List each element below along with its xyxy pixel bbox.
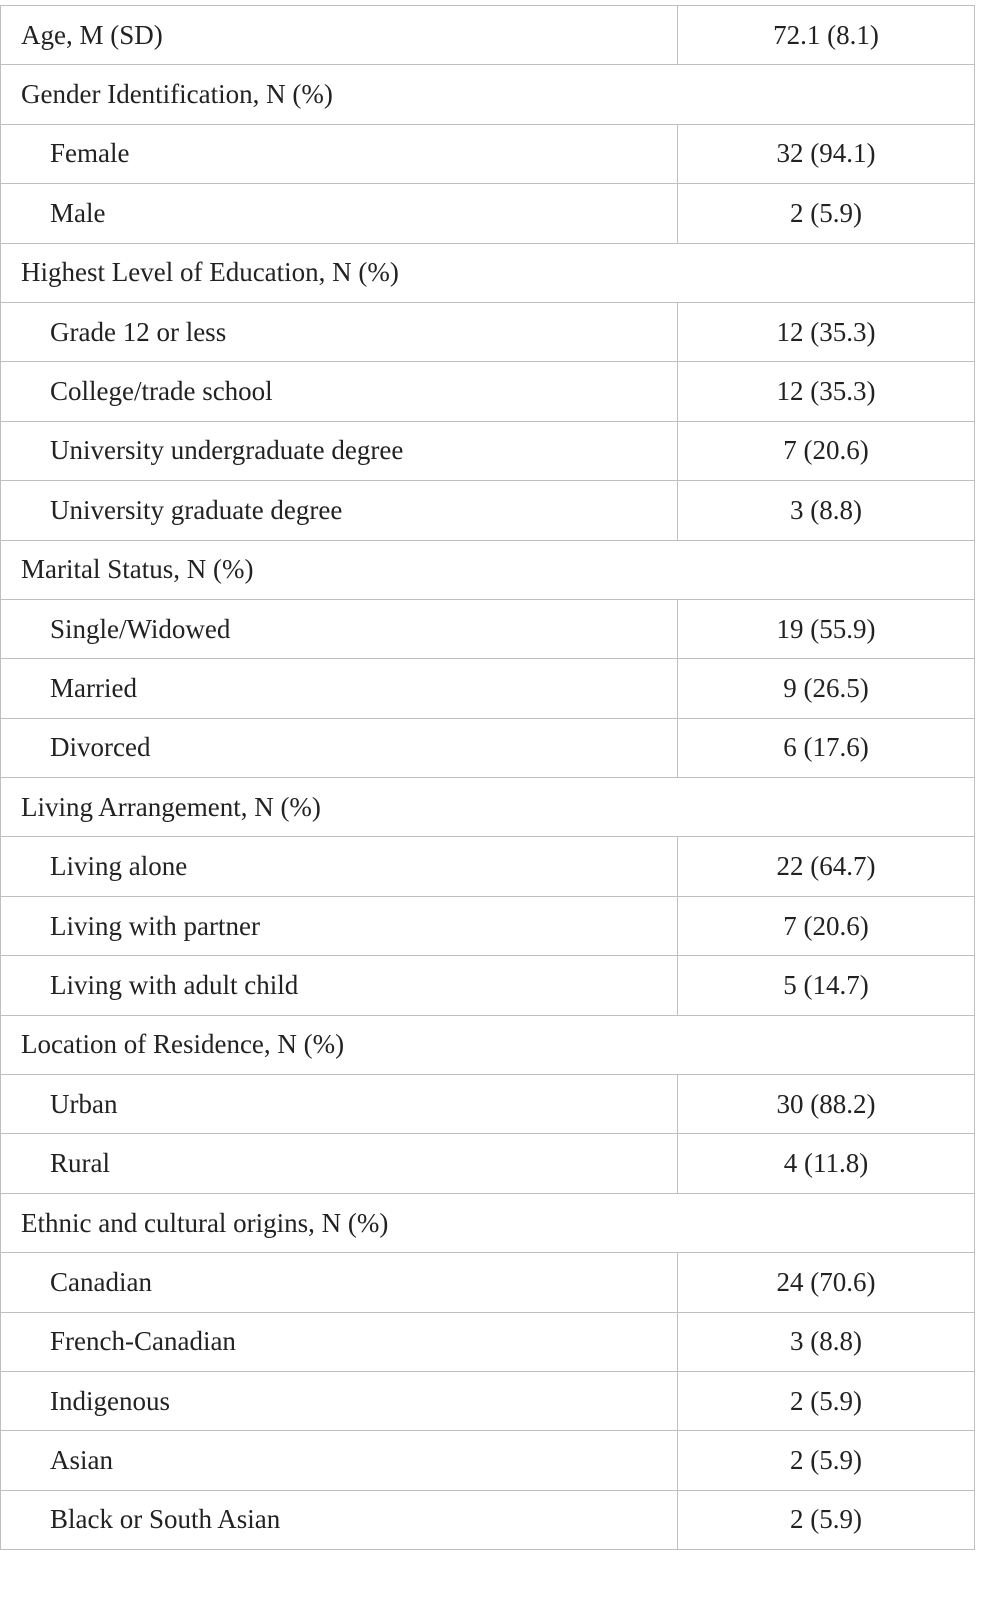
row-value: 2 (5.9) — [678, 1431, 975, 1490]
row-label: University undergraduate degree — [1, 421, 678, 480]
table-row — [1, 1134, 975, 1193]
table-row — [1, 1312, 975, 1371]
section-label: Ethnic and cultural origins, N (%) — [1, 1193, 975, 1252]
table-row — [1, 718, 975, 777]
table-row — [1, 599, 975, 658]
section-label: Location of Residence, N (%) — [1, 1015, 975, 1074]
row-value: 3 (8.8) — [678, 481, 975, 540]
row-label: University graduate degree — [1, 481, 678, 540]
table-row — [1, 124, 975, 183]
row-label: Living with partner — [1, 896, 678, 955]
row-value: 3 (8.8) — [678, 1312, 975, 1371]
table-row — [1, 896, 975, 955]
row-label: Indigenous — [1, 1371, 678, 1430]
table-row — [1, 956, 975, 1015]
row-value: 12 (35.3) — [678, 302, 975, 361]
row-label: Male — [1, 184, 678, 243]
section-label: Gender Identification, N (%) — [1, 65, 975, 124]
section-label: Highest Level of Education, N (%) — [1, 243, 975, 302]
demographics-table — [0, 5, 975, 1550]
row-label: Married — [1, 659, 678, 718]
table-row — [1, 1075, 975, 1134]
table-row — [1, 1253, 975, 1312]
row-value: 2 (5.9) — [678, 1490, 975, 1549]
section-header-row — [1, 243, 975, 302]
row-label: Rural — [1, 1134, 678, 1193]
row-value: 19 (55.9) — [678, 599, 975, 658]
table-row — [1, 6, 975, 65]
row-label: Age, M (SD) — [1, 6, 678, 65]
table-row — [1, 302, 975, 361]
row-value: 2 (5.9) — [678, 184, 975, 243]
row-value: 9 (26.5) — [678, 659, 975, 718]
table-row — [1, 481, 975, 540]
row-label: Black or South Asian — [1, 1490, 678, 1549]
section-header-row — [1, 1015, 975, 1074]
table-body — [1, 6, 975, 1550]
row-value: 24 (70.6) — [678, 1253, 975, 1312]
row-value: 22 (64.7) — [678, 837, 975, 896]
table-row — [1, 837, 975, 896]
row-value: 30 (88.2) — [678, 1075, 975, 1134]
row-label: Asian — [1, 1431, 678, 1490]
row-label: Female — [1, 124, 678, 183]
section-header-row — [1, 778, 975, 837]
row-value: 5 (14.7) — [678, 956, 975, 1015]
section-header-row — [1, 1193, 975, 1252]
row-value: 6 (17.6) — [678, 718, 975, 777]
row-value: 4 (11.8) — [678, 1134, 975, 1193]
row-label: Canadian — [1, 1253, 678, 1312]
row-value: 2 (5.9) — [678, 1371, 975, 1430]
row-label: Urban — [1, 1075, 678, 1134]
row-value: 12 (35.3) — [678, 362, 975, 421]
row-label: Grade 12 or less — [1, 302, 678, 361]
row-label: Divorced — [1, 718, 678, 777]
table-row — [1, 184, 975, 243]
row-value: 72.1 (8.1) — [678, 6, 975, 65]
table-row — [1, 1371, 975, 1430]
row-label: Living alone — [1, 837, 678, 896]
table-row — [1, 362, 975, 421]
row-label: College/trade school — [1, 362, 678, 421]
section-header-row — [1, 540, 975, 599]
table-row — [1, 1490, 975, 1549]
row-label: Living with adult child — [1, 956, 678, 1015]
row-value: 7 (20.6) — [678, 421, 975, 480]
table-row — [1, 421, 975, 480]
table-row — [1, 1431, 975, 1490]
row-label: Single/Widowed — [1, 599, 678, 658]
section-label: Marital Status, N (%) — [1, 540, 975, 599]
table-row — [1, 659, 975, 718]
section-label: Living Arrangement, N (%) — [1, 778, 975, 837]
section-header-row — [1, 65, 975, 124]
row-value: 7 (20.6) — [678, 896, 975, 955]
row-label: French-Canadian — [1, 1312, 678, 1371]
row-value: 32 (94.1) — [678, 124, 975, 183]
